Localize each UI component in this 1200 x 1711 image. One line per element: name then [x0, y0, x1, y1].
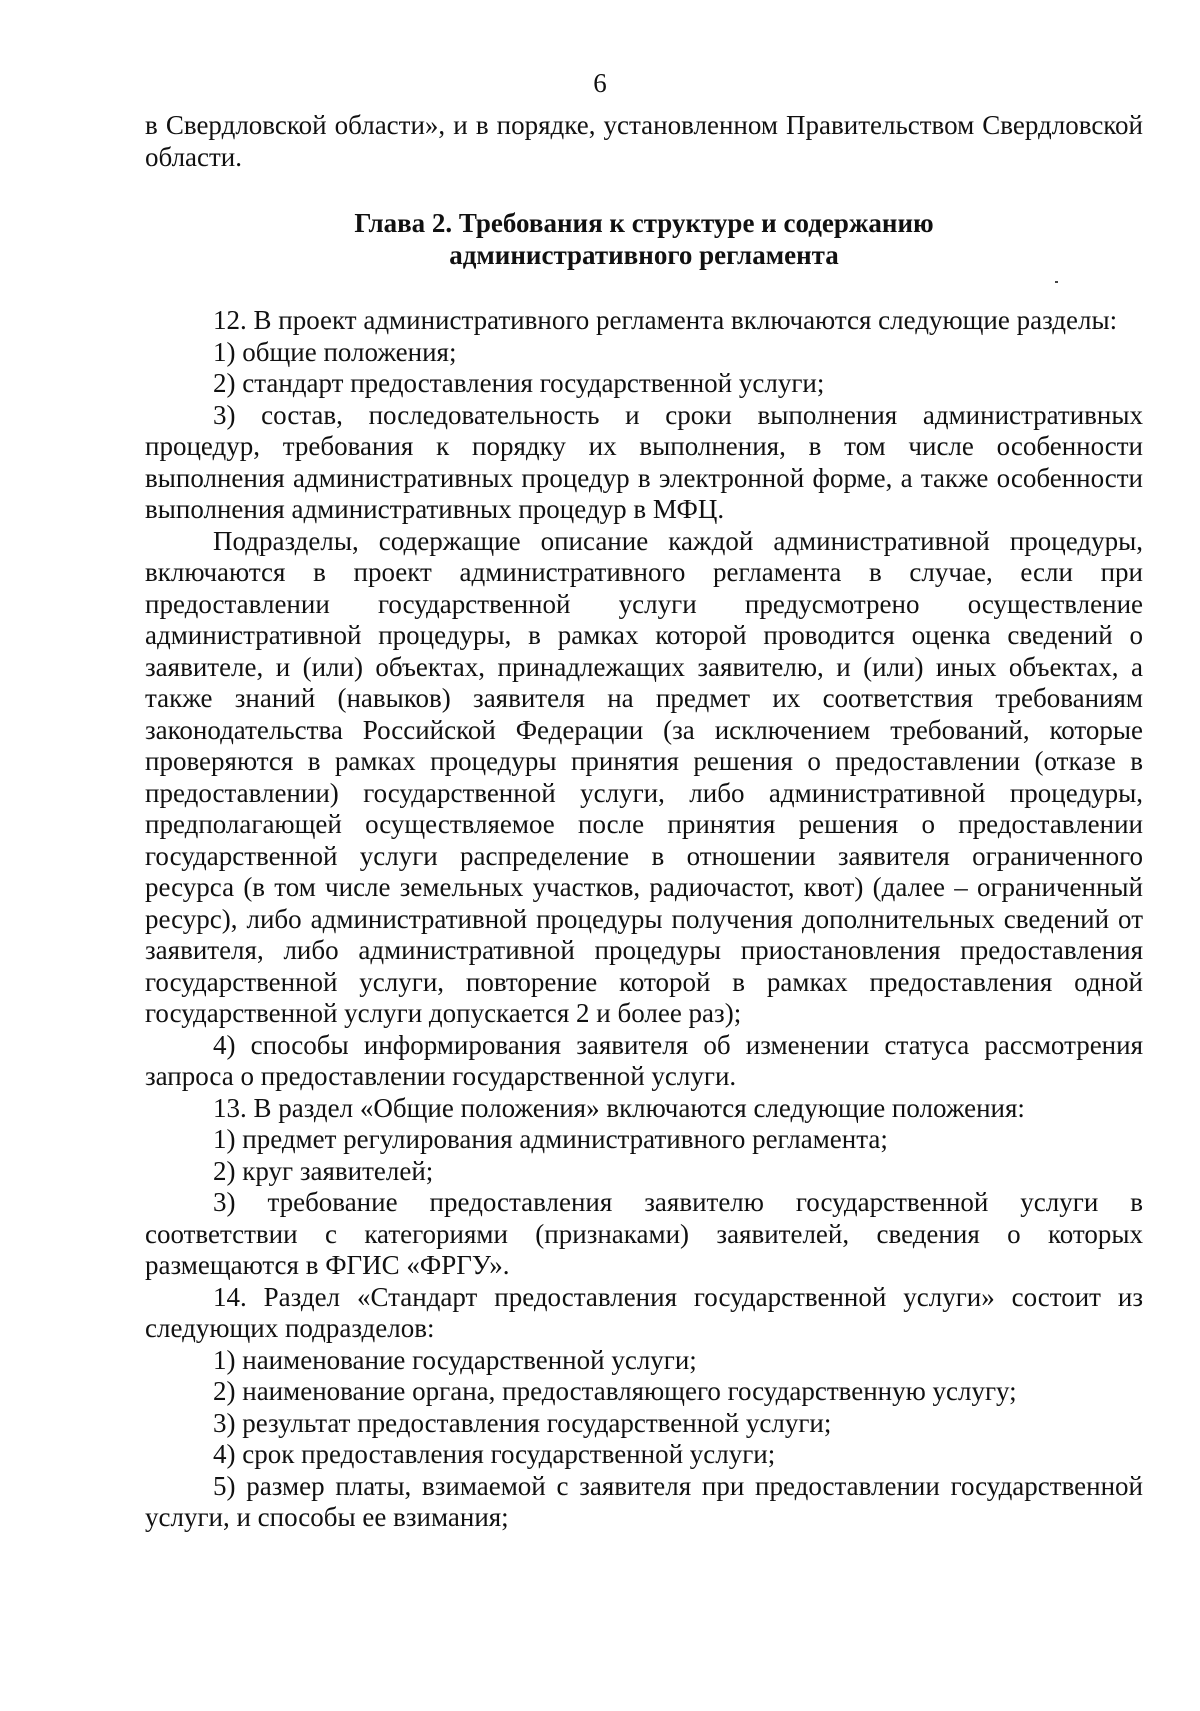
list-item: 3) результат предоставления государственной услуги;	[213, 1407, 832, 1438]
chapter-heading-line-1: Глава 2. Требования к структуре и содержанию	[354, 208, 934, 238]
chapter-heading-line-2: административного регламента	[449, 240, 839, 270]
list-item: 2) круг заявителей;	[213, 1155, 434, 1186]
document-body	[145, 110, 1143, 1534]
subsections-paragraph: Подразделы, содержащие описание каждой административной процедуры, включаются в проект административного регламента в случае, если при предоставлении государственной услуги предусмотрено осуществление административной процедуры, в рамках которой проводится оценка сведений о заявителе, и (или) объектах, принадлежащих заявителю, и (или) иных объектах, а также знаний (навыков) заявителя на предмет их соответствия требованиям законодательства Российской Федерации (за исключением требований, которые проверяются в рамках процедуры принятия решения о предоставлении (отказе в предоставлении) государственной услуги, либо административной процедуры, предполагающей осуществляемое после принятия решения о предоставлении государственной услуги распределение в отношении заявителя ограниченного ресурса (в том числе земельных участков, радиочастот, квот) (далее – ограниченный ресурс), либо административной процедуры получения дополнительных сведений от заявителя, либо административной процедуры приостановления предоставления государственной услуги, повторение которой в рамках предоставления одной государственной услуги допускается 2 и более раз);	[145, 525, 1143, 1028]
list-item: 1) предмет регулирования административного регламента;	[213, 1124, 888, 1154]
list-item: 3) требование предоставления заявителю государственной услуги в соответствии с категориями (признаками) заявителей, сведения о которых размещаются в ФГИС «ФРГУ».	[145, 1187, 1143, 1280]
list-item: 4) способы информирования заявителя об изменении статуса рассмотрения запроса о предоставлении государственной услуги.	[145, 1029, 1143, 1091]
list-item: 2) стандарт предоставления государственной услуги;	[213, 368, 825, 398]
list-item: 1) наименование государственной услуги;	[213, 1344, 697, 1375]
list-item: 3) состав, последовательность и сроки выполнения административных процедур, требования к порядку их выполнения, в том числе особенности выполнения административных процедур в электронной форме, а также особенности выполнения административных процедур в МФЦ.	[145, 399, 1143, 524]
list-item: 5) размер платы, взимаемой с заявителя при предоставлении государственной услуги, и способы ее взимания;	[145, 1470, 1143, 1532]
paragraph-14: 14. Раздел «Стандарт предоставления государственной услуги» состоит из следующих подразделов:	[145, 1281, 1143, 1343]
intro-paragraph: в Свердловской области», и в порядке, установленном Правительством Свердловской области.	[145, 110, 1143, 172]
chapter-heading	[145, 207, 1143, 271]
list-item: 1) общие положения;	[213, 336, 457, 367]
paragraph-13: 13. В раздел «Общие положения» включаются следующие положения:	[213, 1092, 1025, 1123]
paragraph-12: 12. В проект административного регламента включаются следующие разделы:	[213, 305, 1118, 335]
list-item: 2) наименование органа, предоставляющего государственную услугу;	[213, 1376, 1017, 1406]
page-number: 6	[593, 68, 607, 98]
list-item: 4) срок предоставления государственной услуги;	[213, 1439, 776, 1469]
